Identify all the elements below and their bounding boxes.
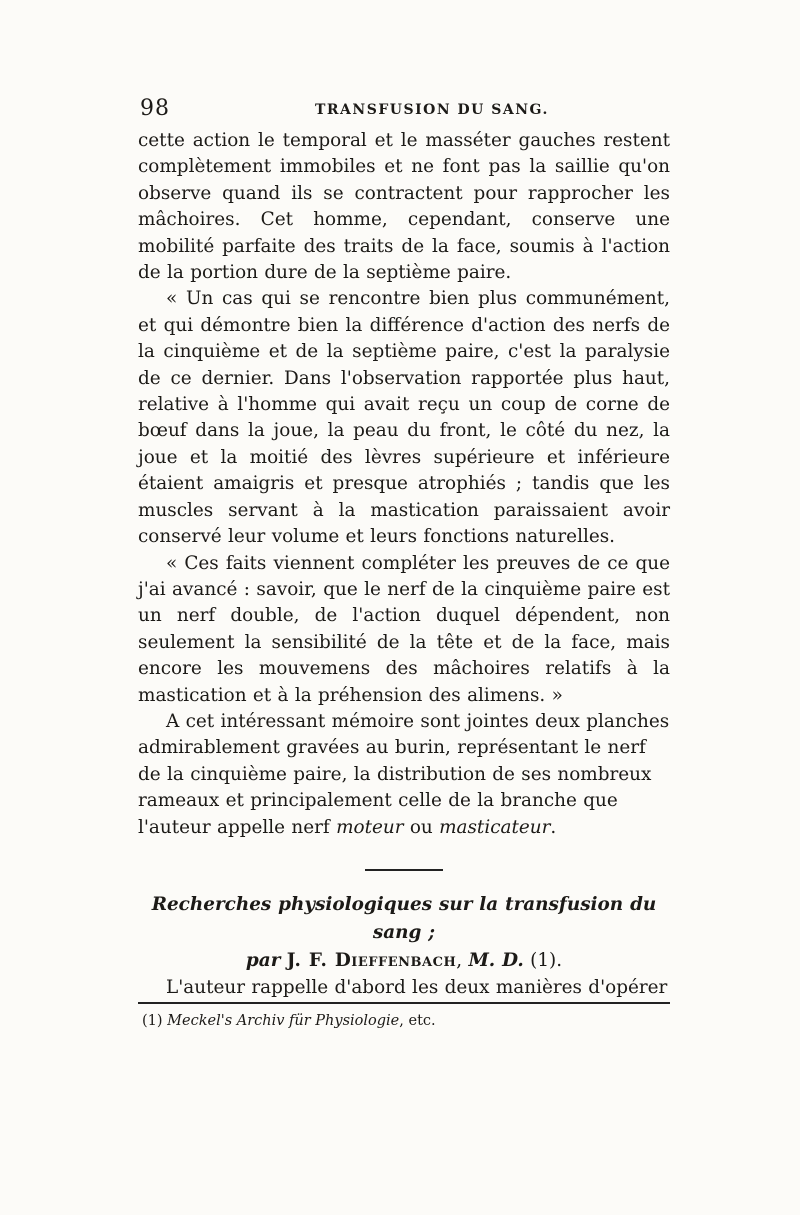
paragraph-5: L'auteur rappelle d'abord les deux manières d'opérer [166,976,668,998]
page-number: 98 [140,96,170,121]
paragraph-4-text-after: . [550,816,557,838]
paragraph-3: « Ces faits viennent compléter les preuves de ce que j'ai avancé : savoir, que le nerf de la cinquième paire est un nerf double, de l'action duquel dépendent, non seulement la sensibilité de la tête et de la face, mais encore les mouvemens des mâchoires relatifs à la mastication et à la préhension des alimens. » [138,552,670,706]
footnote-rest: , etc. [399,1013,436,1029]
footnote-rule [138,1002,670,1004]
body-text [138,128,670,1001]
paragraph-4-italic-masticateur: masticateur [439,816,551,838]
byline-degree: M. D. [468,949,524,971]
paragraph-4-text-before: A cet intéressant mémoire sont jointes deux planches admirablement gravées au burin, représentant le nerf de la cinquième paire, la distribution de ses nombreux rameaux et principalement celle de la branche que l'auteur appelle nerf [138,710,670,838]
page-header [140,96,670,126]
paragraph-4-italic-moteur: moteur [336,816,404,838]
article-title: Recherches physiologiques sur la transfusion du sang ; [151,893,657,943]
paragraph-4 [138,709,670,841]
footnote-marker: (1) [142,1013,163,1029]
byline-author: J. F. Dieffenbach [286,949,457,971]
paragraph-4-text-mid: ou [403,816,440,838]
footnote-source: Meckel's Archiv für Physiologie [167,1013,400,1029]
paragraph-1: cette action le temporal et le masséter gauches restent complètement immobiles et ne font pas la saillie qu'on observe quand ils se contractent pour rapprocher les mâchoires. Cet homme, cependant, conserve une mobilité parfaite des traits de la face, soumis à l'action de la portion dure de la septième paire. [138,130,670,284]
footnote-reference: (1). [530,949,563,971]
footnote [142,1011,436,1031]
paragraph-2: « Un cas qui se rencontre bien plus communément, et qui démontre bien la différence d'action des nerfs de la cinquième et de la septième paire, c'est la paralysie de ce dernier. Dans l'observation rapportée plus haut, relative à l'homme qui avait reçu un coup de corne de bœuf dans la joue, la peau du front, le côté du nez, la joue et la moitié des lèvres supérieure et inférieure étaient amaigris et presque atrophiés ; tandis que les muscles servant à la mastication paraissaient avoir conservé leur volume et leurs fonctions naturelles. [138,288,670,548]
byline-par: par [245,949,281,971]
section-divider [365,869,443,871]
running-head: TRANSFUSION DU SANG. [315,102,549,118]
article-byline [138,947,670,975]
byline-separator: , [456,949,463,971]
